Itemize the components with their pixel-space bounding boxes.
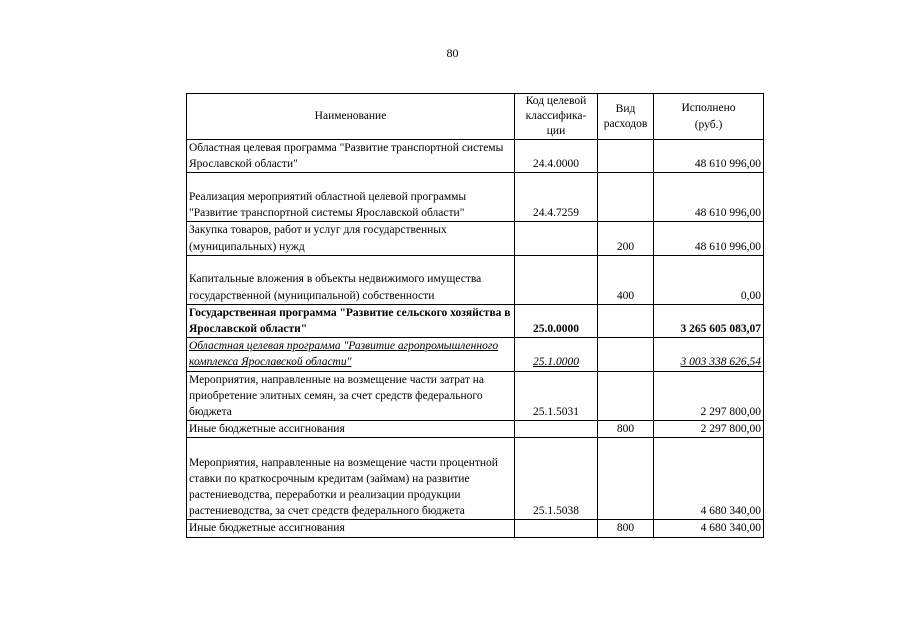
table-header-row	[187, 94, 764, 140]
header-code: Код целевой классифика-ции	[515, 94, 598, 140]
row-name: Иные бюджетные ассигнования	[187, 520, 515, 537]
row-amount: 2 297 800,00	[654, 371, 764, 421]
row-code: 24.4.7259	[515, 173, 598, 222]
row-amount: 48 610 996,00	[654, 222, 764, 255]
row-code: 25.0.0000	[515, 304, 598, 337]
row-name: Областная целевая программа "Развитие агропромышленного комплекса Ярославской области"	[187, 338, 515, 371]
row-code	[515, 421, 598, 438]
table-row	[187, 222, 764, 255]
table-row	[187, 304, 764, 337]
row-amount: 3 003 338 626,54	[654, 338, 764, 371]
row-amount: 2 297 800,00	[654, 421, 764, 438]
row-name: Областная целевая программа "Развитие транспортной системы Ярославской области"	[187, 140, 515, 173]
row-code: 24.4.0000	[515, 140, 598, 173]
table-row	[187, 421, 764, 438]
table-row	[187, 438, 764, 520]
page-number: 80	[446, 46, 459, 60]
row-kind	[598, 173, 654, 222]
row-amount: 48 610 996,00	[654, 173, 764, 222]
row-amount: 48 610 996,00	[654, 140, 764, 173]
table-row	[187, 255, 764, 304]
row-kind: 200	[598, 222, 654, 255]
row-amount: 3 265 605 083,07	[654, 304, 764, 337]
header-kind: Вид расходов	[598, 94, 654, 140]
row-code	[515, 222, 598, 255]
row-name: Мероприятия, направленные на возмещение части процентной ставки по краткосрочным кредитам (займам) на развитие растениеводства, переработки и реализации продукции растениеводства, за счет средств федерального бюджета	[187, 438, 515, 520]
row-kind	[598, 371, 654, 421]
row-kind: 800	[598, 421, 654, 438]
table-row	[187, 371, 764, 421]
row-code	[515, 520, 598, 537]
row-name: Закупка товаров, работ и услуг для государственных (муниципальных) нужд	[187, 222, 515, 255]
row-code	[515, 255, 598, 304]
row-amount: 0,00	[654, 255, 764, 304]
row-kind	[598, 140, 654, 173]
row-name: Мероприятия, направленные на возмещение части затрат на приобретение элитных семян, за счет средств федерального бюджета	[187, 371, 515, 421]
row-code: 25.1.5031	[515, 371, 598, 421]
table-row	[187, 140, 764, 173]
row-name: Капитальные вложения в объекты недвижимого имущества государственной (муниципальной) собственности	[187, 255, 515, 304]
row-code: 25.1.0000	[515, 338, 598, 371]
row-kind	[598, 438, 654, 520]
row-amount: 4 680 340,00	[654, 438, 764, 520]
row-kind: 800	[598, 520, 654, 537]
row-amount: 4 680 340,00	[654, 520, 764, 537]
row-name: Государственная программа "Развитие сельского хозяйства в Ярославской области"	[187, 304, 515, 337]
table-row	[187, 338, 764, 371]
row-kind	[598, 338, 654, 371]
row-code: 25.1.5038	[515, 438, 598, 520]
row-name: Иные бюджетные ассигнования	[187, 421, 515, 438]
row-kind: 400	[598, 255, 654, 304]
header-name: Наименование	[187, 94, 515, 140]
row-name: Реализация мероприятий областной целевой программы "Развитие транспортной системы Ярославской области"	[187, 173, 515, 222]
header-amount: Исполнено (руб.)	[654, 94, 764, 140]
table-row	[187, 520, 764, 537]
row-kind	[598, 304, 654, 337]
table-row	[187, 173, 764, 222]
expenditure-table	[186, 93, 764, 538]
